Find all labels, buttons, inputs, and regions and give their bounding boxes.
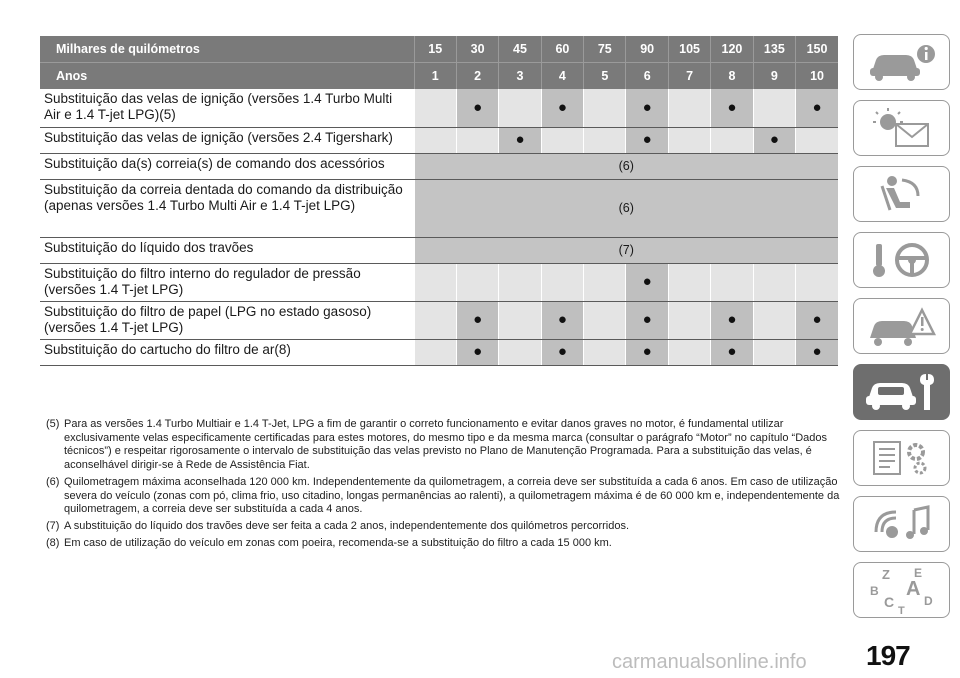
years-header-label: Anos xyxy=(40,63,414,90)
km-header-cell: 30 xyxy=(456,36,498,63)
tab-starting-driving[interactable] xyxy=(853,232,950,288)
scheduled-dot: ● xyxy=(473,98,483,116)
scheduled-dot: ● xyxy=(642,311,652,328)
footnote-reference: (6) xyxy=(414,179,838,237)
warning-light-envelope-icon xyxy=(862,106,942,150)
settings-list-icon xyxy=(862,436,942,480)
operation-label: Substituição do filtro interno do regulador de pressão (versões 1.4 T-jet LPG) xyxy=(40,263,414,301)
km-header-row xyxy=(40,36,838,63)
scheduled-dot: ● xyxy=(727,98,737,116)
table-row xyxy=(40,237,838,263)
key-steering-wheel-icon xyxy=(862,238,942,282)
tab-safety[interactable] xyxy=(853,166,950,222)
tab-technical-data[interactable] xyxy=(853,430,950,486)
index-letter: E xyxy=(913,566,922,580)
km-header-label: Milhares de quilómetros xyxy=(40,36,414,63)
scheduled-dot: ● xyxy=(812,343,822,360)
footnote-reference: (6) xyxy=(414,153,838,179)
page-number: 197 xyxy=(866,640,910,671)
scheduled-dot: ● xyxy=(557,311,567,328)
operation-label: Substituição da(s) correia(s) de comando dos acessórios xyxy=(40,153,414,179)
footnote xyxy=(46,537,842,551)
operation-label: Substituição do líquido dos travões xyxy=(40,237,414,263)
car-info-icon xyxy=(862,40,942,84)
year-header-cell: 8 xyxy=(711,63,753,90)
km-header-cell: 135 xyxy=(753,36,795,63)
footnote-text: Em caso de utilização do veículo em zonas com poeira, recomenda-se a substituição do filtro a cada 15 000 km. xyxy=(64,536,612,549)
operation-label: Substituição do cartucho do filtro de ar(8) xyxy=(40,339,414,365)
km-header-cell: 120 xyxy=(711,36,753,63)
year-header-cell: 9 xyxy=(753,63,795,90)
km-header-cell: 105 xyxy=(668,36,710,63)
car-wrench-icon xyxy=(862,370,942,414)
km-header-cell: 15 xyxy=(414,36,456,63)
year-header-cell: 5 xyxy=(584,63,626,90)
index-letter: B xyxy=(869,584,879,598)
years-header-row xyxy=(40,63,838,90)
table-row xyxy=(40,89,838,127)
watermark: carmanualsonline.info xyxy=(612,651,807,673)
footnote-id: (7) xyxy=(46,519,60,532)
scheduled-dot: ● xyxy=(812,311,822,328)
scheduled-dot: ● xyxy=(727,343,737,360)
tab-warning-lights[interactable] xyxy=(853,100,950,156)
km-header-cell: 75 xyxy=(584,36,626,63)
km-header-cell: 90 xyxy=(626,36,668,63)
footnote-text: A substituição do líquido dos travões deve ser feita a cada 2 anos, independentemente dos quilómetros percorridos. xyxy=(64,519,630,532)
car-emergency-icon xyxy=(862,304,942,348)
scheduled-dot: ● xyxy=(473,311,483,328)
tab-index[interactable] xyxy=(853,562,950,618)
scheduled-dot: ● xyxy=(473,343,483,360)
scheduled-dot: ● xyxy=(557,343,567,360)
index-letter: Z xyxy=(881,567,890,582)
index-letter: T xyxy=(897,605,905,615)
footnote xyxy=(46,476,842,517)
chapter-sidebar xyxy=(853,34,952,628)
km-header-cell: 150 xyxy=(796,36,838,63)
index-letter: A xyxy=(905,578,920,600)
table-row xyxy=(40,127,838,153)
km-header-cell: 60 xyxy=(541,36,583,63)
footnote-id: (6) xyxy=(46,475,60,488)
table-row xyxy=(40,263,838,301)
year-header-cell: 4 xyxy=(541,63,583,90)
operation-label: Substituição das velas de ignição (versões 2.4 Tigershark) xyxy=(40,127,414,153)
scheduled-dot: ● xyxy=(557,98,567,116)
operation-label: Substituição das velas de ignição (versões 1.4 Turbo Multi Air e 1.4 T-jet LPG)(5) xyxy=(40,89,414,127)
scheduled-dot: ● xyxy=(769,131,779,148)
footnote-id: (5) xyxy=(46,418,60,430)
year-header-cell: 10 xyxy=(796,63,838,90)
footnote-id: (8) xyxy=(46,536,60,549)
table-row xyxy=(40,301,838,339)
tab-car-info[interactable] xyxy=(853,34,950,90)
scheduled-dot: ● xyxy=(642,98,652,116)
scheduled-dot: ● xyxy=(642,343,652,360)
tab-emergency[interactable] xyxy=(853,298,950,354)
maintenance-plan-table xyxy=(40,36,838,366)
km-header-cell: 45 xyxy=(499,36,541,63)
operation-label: Substituição do filtro de papel (LPG no estado gasoso) (versões 1.4 T-jet LPG) xyxy=(40,301,414,339)
footnote xyxy=(46,418,842,473)
index-letter: D xyxy=(923,594,933,608)
footnote-text: Quilometragem máxima aconselhada 120 000 km. Independentemente da quilometragem, a correia deve ser substituída a cada 6 anos. Em caso de utilização severa do veículo (zonas com pó, clima frio, uso citadino, longas permanências ao ralenti), a quilometragem máxima é de 60 000 km e, independentemente da quilometragem, a correia deve ser substituída a cada 4 anos. xyxy=(64,475,840,516)
operation-label: Substituição da correia dentada do comando da distribuição (apenas versões 1.4 Turbo Multi Air e 1.4 T-jet LPG) xyxy=(40,179,414,237)
scheduled-dot: ● xyxy=(727,311,737,328)
alphabet-index-icon xyxy=(862,565,942,615)
tab-multimedia[interactable] xyxy=(853,496,950,552)
multimedia-music-icon xyxy=(862,502,942,546)
footnote-text: Para as versões 1.4 Turbo Multiair e 1.4 T-Jet, LPG a fim de garantir o correto funcionamento e evitar danos graves no motor, é fundamental utilizar exclusivamente velas especificamente certificadas para estes motores, do mesmo tipo e da mesma marca (consultar o parágrafo “Motor” no capítulo “Dados técnicos”) e respeitar rigorosamente o intervalo de substituição das velas previsto no Plano de Manutenção Programada. Para a substituição das velas, é aconselhável dirigir-se à Rede de Assistência Fiat. xyxy=(64,418,828,472)
year-header-cell: 3 xyxy=(499,63,541,90)
scheduled-dot: ● xyxy=(515,131,525,148)
footnote xyxy=(46,520,842,534)
year-header-cell: 2 xyxy=(456,63,498,90)
year-header-cell: 6 xyxy=(626,63,668,90)
tab-maintenance[interactable] xyxy=(853,364,950,420)
footnote-reference: (7) xyxy=(414,237,838,263)
year-header-cell: 7 xyxy=(668,63,710,90)
scheduled-dot: ● xyxy=(642,273,652,290)
table-row xyxy=(40,339,838,365)
airbag-seat-icon xyxy=(862,172,942,216)
table-row xyxy=(40,179,838,237)
year-header-cell: 1 xyxy=(414,63,456,90)
scheduled-dot: ● xyxy=(642,131,652,148)
footnotes xyxy=(46,418,842,553)
scheduled-dot: ● xyxy=(812,98,822,116)
table-row xyxy=(40,153,838,179)
index-letter: C xyxy=(883,594,894,610)
